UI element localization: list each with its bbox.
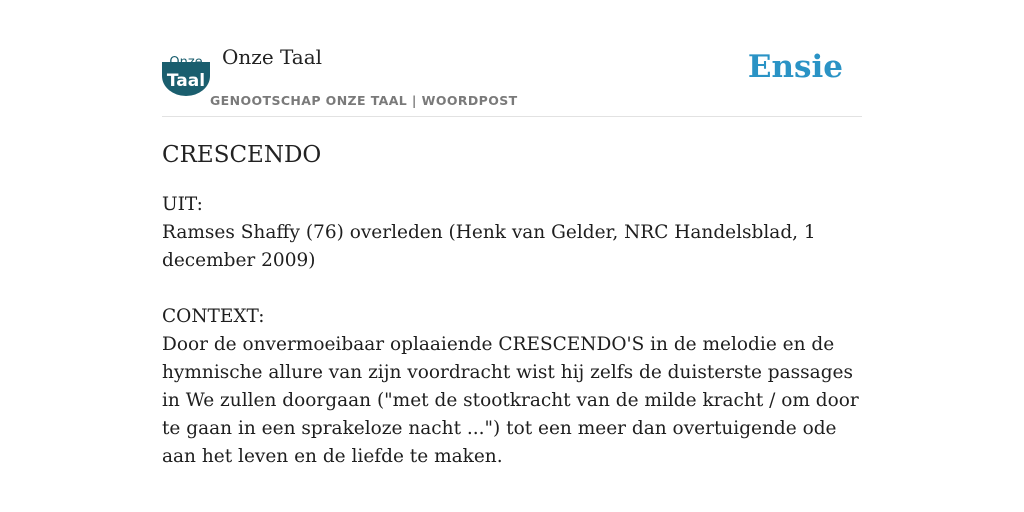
site-tagline: GENOOTSCHAP ONZE TAAL | WOORDPOST: [210, 93, 518, 108]
source-label: UIT:: [162, 194, 203, 215]
onze-taal-logo[interactable]: [162, 50, 210, 96]
context-text: Door de onvermoeibaar oplaaiende CRESCENDO'S in de melodie en de hymnische allure van zijn voordracht wist hij zelfs de duisterste passages in We zullen doorgaan ("met de stootkracht van de milde kracht / om door te gaan in een sprakeloze nacht ...") tot een meer dan overtuigende ode aan het leven en de liefde te maken.: [162, 334, 859, 467]
site-name[interactable]: Onze Taal: [222, 45, 323, 69]
context-label: CONTEXT:: [162, 306, 265, 327]
entry-content: [162, 138, 862, 499]
logo-bottom-text: Taal: [166, 71, 206, 91]
page-card: [162, 0, 862, 512]
entry-title: CRESCENDO: [162, 142, 322, 168]
site-header: [162, 0, 862, 117]
logo-top-text: Onze: [169, 55, 203, 70]
source-text: Ramses Shaffy (76) overleden (Henk van Gelder, NRC Handelsblad, 1 december 2009): [162, 222, 816, 271]
brand-logo[interactable]: Ensie: [747, 49, 843, 85]
